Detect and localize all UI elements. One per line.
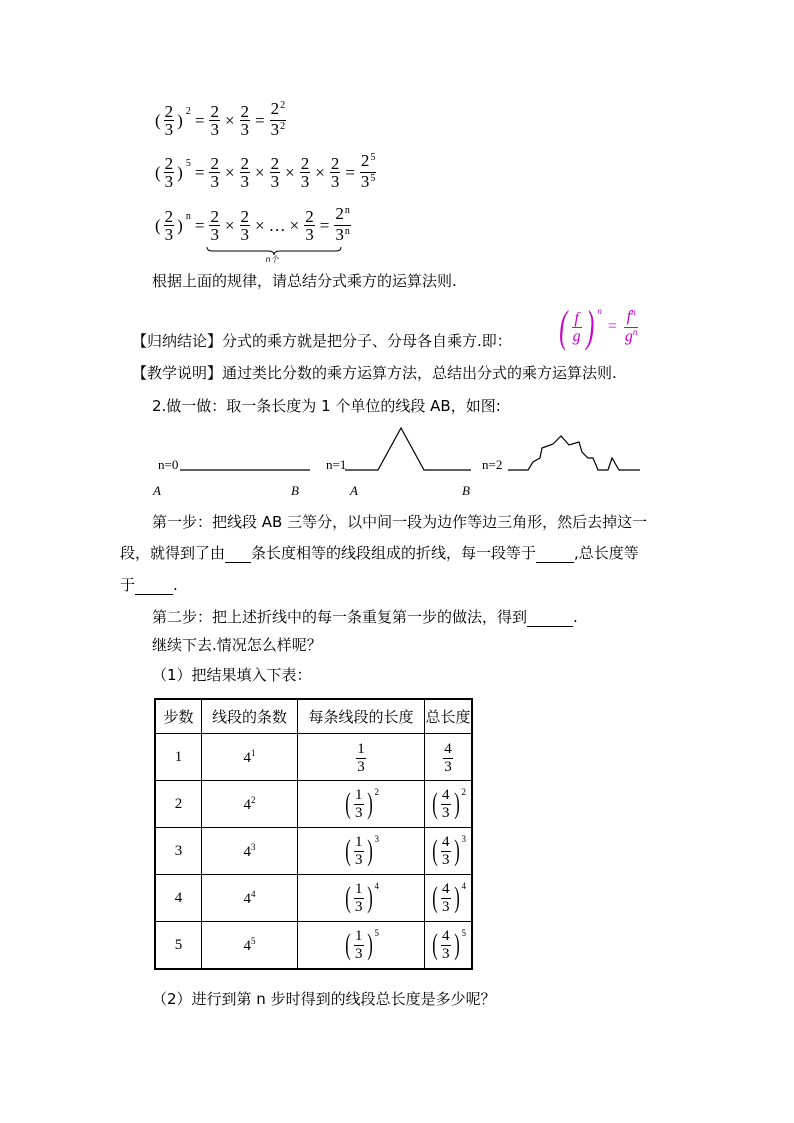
label-a: A bbox=[350, 483, 358, 498]
header-cell: 每条线段的长度 bbox=[298, 699, 425, 734]
equals-sign: = bbox=[319, 215, 330, 235]
step1-line1: 第一步：把线段 AB 三等分，以中间一段为边作等边三角形，然后去掉这一 bbox=[152, 513, 648, 531]
times-sign: × bbox=[224, 110, 235, 130]
step-cell: 1 bbox=[155, 734, 202, 781]
total-cell: ( $\frac{4}{3}$ ) 4 bbox=[425, 875, 473, 922]
step-cell: 3 bbox=[155, 828, 202, 875]
table-row bbox=[155, 828, 472, 875]
fraction: $\frac{2}{3}$ bbox=[330, 154, 340, 191]
fraction: $\frac{2}{3}$ bbox=[210, 154, 219, 191]
result-fraction: $\frac{2^5}{3^5}$ bbox=[360, 151, 376, 191]
answer-blank[interactable] bbox=[536, 548, 574, 563]
figure-n2 bbox=[508, 436, 640, 470]
label-n1: n=1 bbox=[326, 457, 347, 472]
table-row bbox=[155, 875, 472, 922]
length-cell: $\frac{1}{3}$ bbox=[298, 734, 425, 781]
answer-blank[interactable] bbox=[225, 548, 251, 563]
paren-close: ) bbox=[177, 162, 183, 182]
equals-sign: = bbox=[607, 318, 617, 335]
fraction: $\frac{2}{3}$ bbox=[270, 154, 280, 191]
result-fraction: $\frac{f^n}{g^n}$ bbox=[624, 306, 638, 345]
length-cell: ( $\frac{1}{3}$ ) 4 bbox=[298, 875, 425, 922]
label-n0: n=0 bbox=[158, 457, 179, 472]
label-a: A bbox=[153, 483, 161, 498]
times-sign: × bbox=[224, 215, 235, 235]
times-sign: × bbox=[285, 162, 295, 182]
result-fraction: $\frac{2^n}{3^n}$ bbox=[335, 204, 350, 244]
times-sign: × bbox=[255, 162, 265, 182]
step1-line2: 段，就得到了由 条长度相等的线段组成的折线，每一段等于 ,总长度等 bbox=[120, 544, 639, 562]
table-row bbox=[155, 734, 472, 781]
equals-sign: = bbox=[345, 162, 355, 182]
paren-close: ) bbox=[585, 302, 595, 351]
header-cell: 步数 bbox=[155, 699, 202, 734]
braced-product bbox=[208, 207, 315, 264]
equals-sign: = bbox=[194, 215, 205, 235]
formula-row-1 bbox=[153, 100, 287, 141]
paren-open: ( bbox=[155, 215, 161, 235]
equals-sign: = bbox=[194, 162, 205, 182]
answer-blank[interactable] bbox=[527, 612, 573, 627]
activity-intro: 2.做一做：取一条长度为 1 个单位的线段 AB，如图: bbox=[152, 397, 501, 415]
length-cell: ( $\frac{1}{3}$ ) 2 bbox=[298, 781, 425, 828]
fraction: $\frac{2}{3}$ bbox=[305, 207, 314, 244]
fraction: $\frac{2}{3}$ bbox=[210, 102, 219, 139]
continue-line: 继续下去.情况怎么样呢？ bbox=[152, 636, 322, 654]
fraction: $\frac{2}{3}$ bbox=[164, 102, 174, 139]
question-2: （2）进行到第 n 步时得到的线段总长度是多少呢？ bbox=[152, 990, 496, 1008]
step-cell: 5 bbox=[155, 922, 202, 970]
answer-blank[interactable] bbox=[135, 580, 173, 595]
exponent: n bbox=[185, 211, 191, 222]
exponent: 5 bbox=[185, 158, 191, 169]
times-sign: × bbox=[255, 215, 265, 235]
fraction: $\frac{2}{3}$ bbox=[164, 207, 174, 244]
header-cell: 总长度 bbox=[425, 699, 473, 734]
count-cell: $4^5$ bbox=[202, 922, 298, 970]
fraction: $\frac{2}{3}$ bbox=[164, 154, 174, 191]
total-cell: ( $\frac{4}{3}$ ) 2 bbox=[425, 781, 473, 828]
count-cell: $4^4$ bbox=[202, 875, 298, 922]
paren-close: ) bbox=[177, 215, 183, 235]
koch-figure bbox=[140, 418, 660, 500]
equals-sign: = bbox=[255, 110, 265, 130]
total-cell: $\frac{4}{3}$ bbox=[425, 734, 473, 781]
times-sign: × bbox=[224, 162, 235, 182]
total-cell: ( $\frac{4}{3}$ ) 3 bbox=[425, 828, 473, 875]
exponent: 2 bbox=[185, 106, 191, 117]
fraction: $\frac{2}{3}$ bbox=[240, 154, 250, 191]
paren-open: ( bbox=[559, 302, 568, 351]
fraction: $\frac{2}{3}$ bbox=[300, 154, 310, 191]
table-row bbox=[155, 781, 472, 828]
fraction: $\frac{2}{3}$ bbox=[240, 207, 250, 244]
exponent: n bbox=[597, 306, 602, 316]
length-cell: ( $\frac{1}{3}$ ) 5 bbox=[298, 922, 425, 970]
step-cell: 2 bbox=[155, 781, 202, 828]
times-sign: × bbox=[315, 162, 325, 182]
equals-sign: = bbox=[194, 110, 205, 130]
result-fraction: $\frac{2^2}{3^2}$ bbox=[270, 99, 286, 139]
brace-label: n个 bbox=[265, 255, 279, 264]
ellipsis: … bbox=[268, 215, 286, 235]
figure-n1 bbox=[345, 428, 471, 470]
rule-prompt: 根据上面的规律，请总结分式乘方的运算法则. bbox=[152, 272, 457, 290]
label-n2: n=2 bbox=[482, 457, 503, 472]
formula-row-3 bbox=[153, 204, 352, 264]
step2: 第二步：把上述折线中的每一条重复第一步的做法，得到 . bbox=[152, 608, 578, 626]
label-b: B bbox=[462, 483, 470, 498]
rule-formula bbox=[556, 302, 639, 351]
fraction-f-over-g: $\frac{f}{g}$ bbox=[572, 309, 581, 345]
total-cell: ( $\frac{4}{3}$ ) 5 bbox=[425, 922, 473, 970]
paren-close: ) bbox=[177, 110, 183, 130]
length-cell: ( $\frac{1}{3}$ ) 3 bbox=[298, 828, 425, 875]
table-header-row bbox=[155, 699, 472, 734]
count-cell: $4^3$ bbox=[202, 828, 298, 875]
fraction: $\frac{2}{3}$ bbox=[240, 102, 250, 139]
conclusion: 【归纳结论】分式的乘方就是把分子、分母各自乘方.即： bbox=[132, 332, 512, 350]
paren-open: ( bbox=[155, 110, 161, 130]
fraction: $\frac{2}{3}$ bbox=[210, 207, 219, 244]
paren-open: ( bbox=[155, 162, 161, 182]
label-b: B bbox=[291, 483, 299, 498]
count-cell: $4^1$ bbox=[202, 734, 298, 781]
step1-line3: 于 . bbox=[120, 576, 178, 594]
header-cell: 线段的条数 bbox=[202, 699, 298, 734]
teaching-note: 【教学说明】通过类比分数的乘方运算方法，总结出分式的乘方运算法则. bbox=[132, 364, 617, 382]
results-table bbox=[154, 698, 473, 970]
times-sign: × bbox=[289, 215, 300, 235]
formula-row-2 bbox=[153, 152, 377, 193]
step-cell: 4 bbox=[155, 875, 202, 922]
table-row bbox=[155, 922, 472, 970]
count-cell: $4^2$ bbox=[202, 781, 298, 828]
question-1: （1）把结果填入下表： bbox=[152, 666, 312, 684]
